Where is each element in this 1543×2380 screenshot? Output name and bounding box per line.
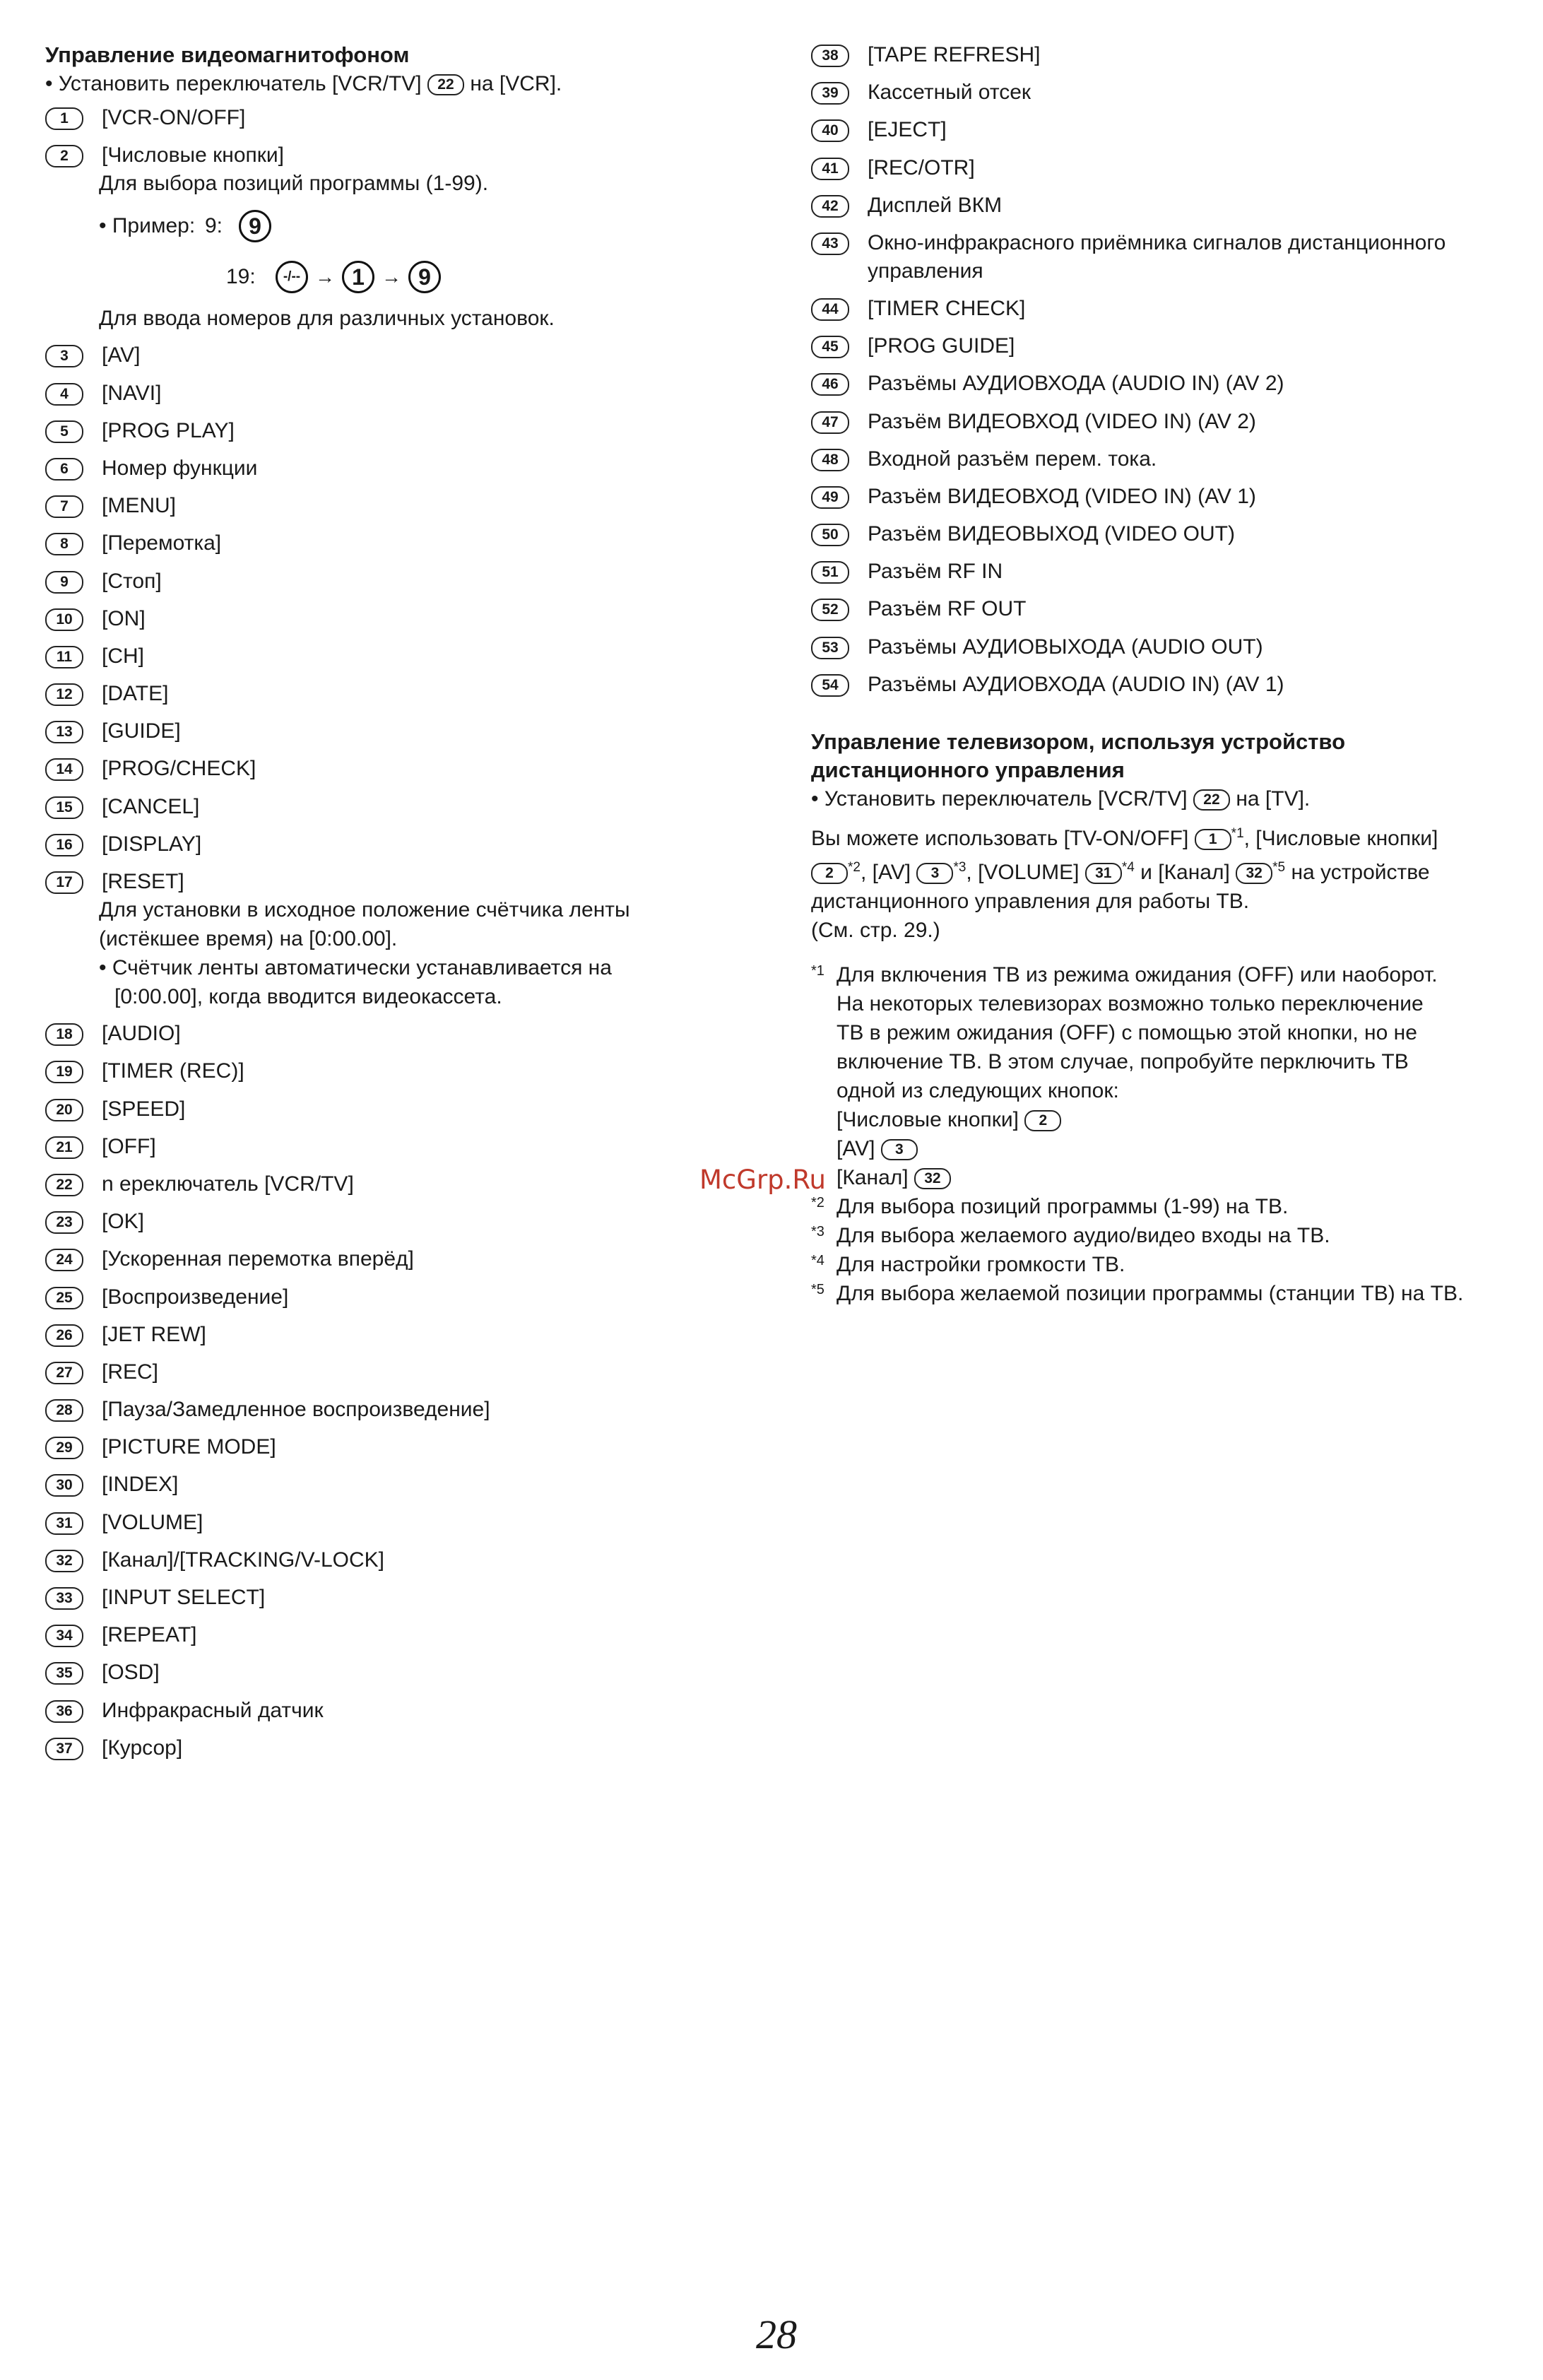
list-item [45, 830, 766, 868]
callout-number: 17 [45, 871, 83, 894]
item-label: Разъём ВИДЕОВЫХОД (VIDEO OUT) [868, 522, 1235, 546]
item-label: [CH] [102, 644, 144, 668]
item-label: [TIMER (REC)] [102, 1059, 244, 1083]
list-item [45, 605, 766, 642]
callout-number: 14 [45, 758, 83, 781]
item-list [811, 41, 1525, 229]
item-label: [AV] [102, 343, 141, 367]
callout-number: 25 [45, 1287, 83, 1309]
list-item [811, 671, 1525, 708]
callout-number: 34 [45, 1625, 83, 1647]
item-list [45, 104, 766, 179]
callout-number: 51 [811, 561, 849, 584]
item-label: [OK] [102, 1210, 145, 1234]
callout-number: 13 [45, 721, 83, 743]
list-item [45, 1057, 766, 1095]
item-label: [VOLUME] [102, 1510, 203, 1534]
list-item [45, 1734, 766, 1772]
item-label: [MENU] [102, 494, 176, 518]
item-label: [JET REW] [102, 1322, 206, 1346]
example-9: • Пример: 9: 9 [99, 204, 766, 249]
item-label: Номер функции [102, 456, 258, 480]
callout-number: 44 [811, 298, 849, 321]
button-9-icon: 9 [239, 210, 271, 242]
tv-switch-instruction: • Установить переключатель [VCR/TV] 22 на [TV]. [811, 787, 1311, 811]
item-label: Разъём ВИДЕОВХОД (VIDEO IN) (AV 2) [868, 409, 1256, 433]
dash-button-icon: -/-- [276, 261, 308, 293]
item-label: Разъём RF OUT [868, 597, 1027, 621]
item-label: [AUDIO] [102, 1022, 181, 1046]
callout-number: 36 [45, 1700, 83, 1723]
section-heading-vcr: Управление видеомагнитофоном [45, 42, 410, 67]
item-label: [Стоп] [102, 569, 162, 593]
list-item [45, 1396, 766, 1433]
list-item [45, 1621, 766, 1659]
list-item [45, 642, 766, 680]
item-label: [EJECT] [868, 118, 947, 142]
callout-number: 32 [45, 1550, 83, 1572]
item-label: [ON] [102, 606, 146, 630]
callout-number: 33 [45, 1587, 83, 1610]
item-label: Дисплей ВКМ [868, 193, 1003, 217]
list-item [45, 567, 766, 605]
list-item [811, 78, 1525, 116]
item-label: Разъём RF IN [868, 560, 1003, 584]
list-item [45, 417, 766, 454]
callout-number: 28 [45, 1399, 83, 1422]
callout-number: 6 [45, 458, 83, 481]
item-list [811, 295, 1525, 708]
list-item [45, 1546, 766, 1584]
item-label: [Пауза/Замедленное воспроизведение] [102, 1398, 490, 1422]
callout-number: 20 [45, 1099, 83, 1121]
reset-description: Для установки в исходное положение счётчика ленты (истёкшее время) на [0:00.00]. • Счётчик ленты автоматически устанавливается на [0:00.00], когда вводится видеокассета. [99, 898, 630, 1009]
list-item [811, 295, 1525, 332]
list-item: 43 Окно-инфракрасного приёмника сигналов дистанционного управления [811, 229, 1525, 285]
item-label: [PROG/CHECK] [102, 757, 256, 781]
callout-number: 52 [811, 599, 849, 621]
callout-number: 54 [811, 674, 849, 697]
button-9-icon: 9 [408, 261, 441, 293]
list-item [811, 595, 1525, 632]
item-label: [GUIDE] [102, 719, 181, 743]
item-list [45, 1020, 766, 1772]
list-item [811, 332, 1525, 370]
item-label: [PROG GUIDE] [868, 334, 1015, 358]
item-label: [REC/OTR] [868, 155, 975, 179]
callout-number: 7 [45, 495, 83, 518]
callout-number: 35 [45, 1662, 83, 1685]
item-label: [PICTURE MODE] [102, 1435, 276, 1459]
item-label: [RESET] [102, 870, 184, 893]
item-label: [TAPE REFRESH] [868, 43, 1041, 66]
item-label: [REC] [102, 1360, 159, 1384]
list-item [45, 341, 766, 379]
footnote: *3 Для выбора желаемого аудио/видео входы на ТВ. [811, 1224, 1330, 1247]
item-label: Разъёмы АУДИОВЫХОДА (AUDIO OUT) [868, 635, 1263, 659]
callout-number: 22 [1193, 789, 1230, 811]
list-item [45, 1283, 766, 1321]
callout-number: 18 [45, 1023, 83, 1046]
list-item [45, 379, 766, 417]
callout-number: 26 [45, 1324, 83, 1347]
callout-number: 48 [811, 449, 849, 471]
item-label: [DATE] [102, 682, 169, 706]
list-item [811, 633, 1525, 671]
list-item [45, 1245, 766, 1283]
callout-number: 2 [45, 145, 83, 167]
list-item [45, 529, 766, 567]
list-item [811, 154, 1525, 192]
callout-number: 41 [811, 158, 849, 180]
example-19: 19: -/-- → 1 → 9 [226, 254, 766, 300]
callout-number: 43 [811, 232, 849, 255]
left-column [45, 41, 766, 1772]
list-item [811, 41, 1525, 78]
list-item [45, 1584, 766, 1621]
footnote: *5 Для выбора желаемой позиции программы (станции ТВ) на ТВ. [811, 1282, 1464, 1305]
callout-number: 15 [45, 796, 83, 819]
item-label: n ереключатель [VCR/TV] [102, 1172, 354, 1196]
item-label: Кассетный отсек [868, 81, 1031, 105]
callout-number: 16 [45, 834, 83, 856]
list-item [45, 1321, 766, 1358]
footnotes [811, 1192, 1525, 1308]
callout-number: 31 [45, 1512, 83, 1535]
footnote: *4 Для настройки громкости ТВ. [811, 1253, 1125, 1276]
item-label: [INPUT SELECT] [102, 1586, 266, 1609]
callout-number: 19 [45, 1061, 83, 1083]
callout-number: 27 [45, 1362, 83, 1384]
callout-number: 40 [811, 119, 849, 142]
callout-number: 11 [45, 646, 83, 668]
list-item [45, 1208, 766, 1245]
callout-number: 53 [811, 637, 849, 659]
list-item [811, 445, 1525, 483]
list-item [45, 1133, 766, 1170]
callout-number: 1 [45, 107, 83, 130]
callout-number: 37 [45, 1738, 83, 1760]
list-item [45, 755, 766, 792]
callout-number: 22 [45, 1174, 83, 1196]
item-label: [Числовые кнопки] [102, 143, 284, 167]
list-item [811, 192, 1525, 229]
callout-number: 29 [45, 1437, 83, 1459]
callout-number: 49 [811, 486, 849, 509]
item-label: [REPEAT] [102, 1623, 197, 1647]
callout-number: 30 [45, 1474, 83, 1497]
callout-number: 3 [45, 345, 83, 367]
button-1-icon: 1 [342, 261, 374, 293]
list-item [45, 1020, 766, 1057]
item-description: Для ввода номеров для различных установок. [99, 307, 555, 331]
callout-number: 47 [811, 411, 849, 434]
list-item [45, 793, 766, 830]
item-label: [DISPLAY] [102, 832, 202, 856]
item-label: Инфракрасный датчик [102, 1698, 324, 1722]
page-number: 28 [756, 2311, 797, 2357]
callout-number: 10 [45, 608, 83, 631]
item-label: [Перемотка] [102, 531, 222, 555]
watermark: McGrp.Ru [699, 1165, 826, 1195]
list-item [811, 520, 1525, 558]
callout-number: 45 [811, 336, 849, 358]
item-label: Входной разъём перем. тока. [868, 447, 1157, 471]
item-label: [CANCEL] [102, 794, 200, 818]
item-label: [Ускоренная перемотка вперёд] [102, 1247, 414, 1271]
list-item [45, 1659, 766, 1696]
item-label: [TIMER CHECK] [868, 296, 1026, 320]
list-item [811, 483, 1525, 520]
list-item [45, 1471, 766, 1508]
list-item [45, 492, 766, 529]
callout-number: 22 [427, 74, 464, 95]
item-label: [Канал]/[TRACKING/V-LOCK] [102, 1548, 384, 1572]
footnote: *2 Для выбора позиций программы (1-99) на ТВ. [811, 1195, 1289, 1218]
callout-number: 23 [45, 1211, 83, 1234]
list-item [45, 104, 766, 141]
item-list [45, 341, 766, 905]
list-item [45, 1509, 766, 1546]
list-item [45, 1095, 766, 1133]
item-label: Разъёмы АУДИОВХОДА (AUDIO IN) (AV 1) [868, 672, 1284, 696]
callout-number: 9 [45, 571, 83, 594]
list-item [45, 717, 766, 755]
list-item [45, 1170, 766, 1208]
list-item [811, 408, 1525, 445]
callout-number: 38 [811, 45, 849, 67]
callout-number: 8 [45, 533, 83, 555]
item-label: [SPEED] [102, 1097, 186, 1121]
callout-number: 46 [811, 373, 849, 396]
item-label: [OSD] [102, 1661, 160, 1685]
callout-number: 42 [811, 195, 849, 218]
item-label: [INDEX] [102, 1473, 179, 1497]
callout-number: 39 [811, 82, 849, 105]
callout-number: 21 [45, 1136, 83, 1159]
item-label: [PROG PLAY] [102, 418, 235, 442]
callout-number: 4 [45, 383, 83, 406]
list-item [811, 116, 1525, 153]
footnote-1: *1 Для включения ТВ из режима ожидания (OFF) или наоборот. На некоторых телевизорах возможно только переключение ТВ в режим ожидания (OFF) с помощью этой кнопки, но не включение ТВ. В этом случае, попробуйте перключить ТВ одной из следующих кнопок: [Числовые кнопки] 2 [AV] 3 [Канал] 32 [811, 963, 1438, 1189]
callout-number: 5 [45, 420, 83, 443]
callout-number: 50 [811, 524, 849, 546]
item-label: [NAVI] [102, 381, 162, 405]
tv-usage-paragraph: Вы можете использовать [TV-ON/OFF] 1 $^{*1}$, [Числовые кнопки] 2 $^{*2}$, [AV] 3 $^{*3}$, [VOLUME] 31 $^{*4}$ и [Канал] 32 $^{*5}$ на устройстве дистанционного управления для работы ТВ. (См. стр. 29.) [811, 826, 1438, 942]
callout-number: 12 [45, 683, 83, 706]
vcr-switch-instruction: • Установить переключатель [VCR/TV] 22 на [VCR]. [45, 72, 562, 95]
item-label: Разъём ВИДЕОВХОД (VIDEO IN) (AV 1) [868, 484, 1256, 508]
list-item [45, 454, 766, 492]
item-label: Разъёмы АУДИОВХОДА (AUDIO IN) (AV 2) [868, 372, 1284, 396]
right-column [811, 41, 1525, 1308]
item-label: [VCR-ON/OFF] [102, 106, 246, 129]
list-item [811, 370, 1525, 407]
item-label: [OFF] [102, 1134, 156, 1158]
list-item [45, 1697, 766, 1734]
section-heading-tv: Управление телевизором, используя устройство дистанционного управления [811, 729, 1346, 782]
item-label: [Воспроизведение] [102, 1285, 289, 1309]
list-item [45, 1433, 766, 1471]
list-item [811, 558, 1525, 595]
callout-number: 24 [45, 1249, 83, 1271]
list-item [45, 680, 766, 717]
item-label: [Курсор] [102, 1736, 183, 1760]
list-item [45, 1358, 766, 1396]
item-description: Для выбора позиций программы (1-99). [99, 172, 489, 196]
